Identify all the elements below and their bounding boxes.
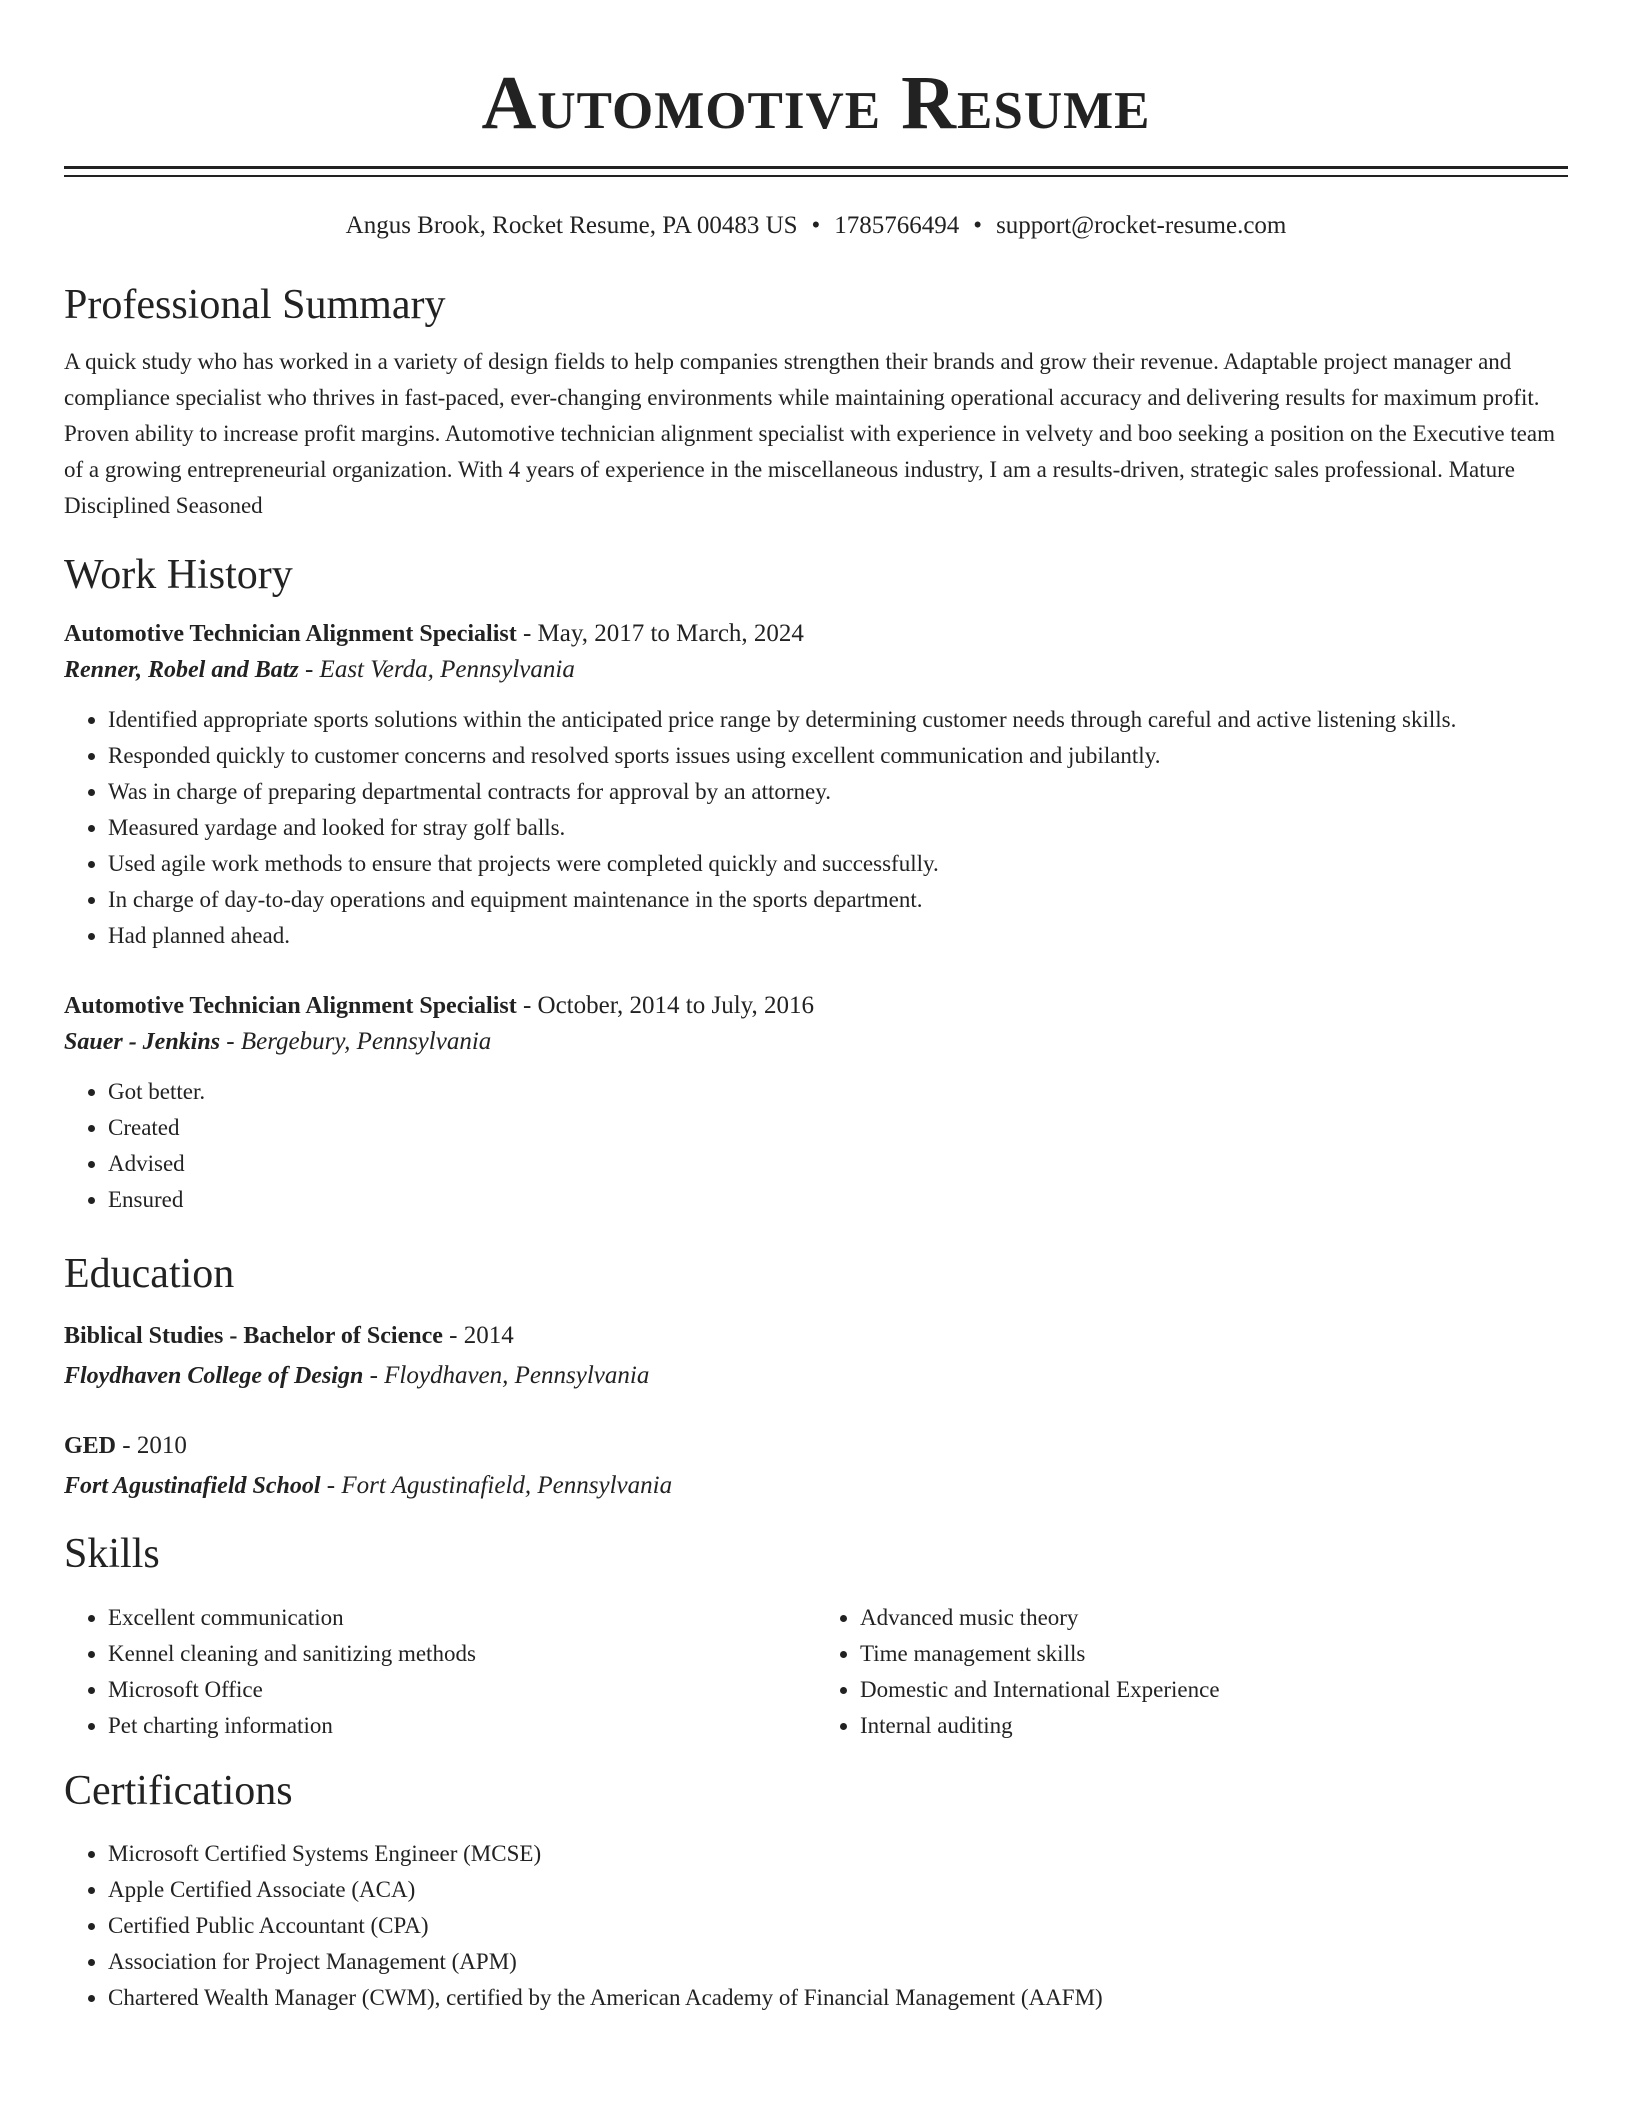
skill-item: • Internal auditing (860, 1708, 1568, 1744)
education-entry (64, 1316, 1568, 1396)
skill-item: • Advanced music theory (860, 1600, 1568, 1636)
skill-item: • Excellent communication (108, 1600, 816, 1636)
job-bullet: • Ensured (108, 1182, 1568, 1218)
skill-item: • Domestic and International Experience (860, 1672, 1568, 1708)
summary-text: A quick study who has worked in a variety of design fields to help companies strengthen their brands and grow their revenue. Adaptable project manager and compliance specialist who thrives in fast-paced, ever-changing environments while maintaining operational accuracy and delivering results for maximum profit. Proven ability to increase profit margins. Automotive technician alignment specialist with experience in velvety and boo seeking a position on the Executive team of a growing entrepreneurial organization. With 4 years of experience in the miscellaneous industry, I am a results-driven, strategic sales professional. Mature Disciplined Seasoned (64, 349, 1555, 518)
job-company: Renner, Robel and Batz (64, 657, 299, 683)
section-heading-summary: Professional Summary (64, 282, 446, 328)
education-location: - Fort Agustinafield, Pennsylvania (320, 1472, 673, 1499)
skill-item: • Kennel cleaning and sanitizing methods (108, 1636, 816, 1672)
education-location: - Floydhaven, Pennsylvania (363, 1362, 650, 1389)
job-entry (64, 616, 1568, 954)
skills-list-left (64, 1600, 816, 1744)
certification-item: • Apple Certified Associate (ACA) (108, 1872, 1568, 1908)
job-location: - East Verda, Pennsylvania (298, 656, 575, 683)
resume-page (64, 0, 1568, 2016)
job-bullet: • Measured yardage and looked for stray golf balls. (108, 810, 1568, 846)
education-degree-line (64, 1426, 1568, 1466)
job-bullet: • In charge of day-to-day operations and equipment maintenance in the sports department. (108, 882, 1568, 918)
contact-separator: • (973, 212, 983, 239)
contact-phone: 1785766494 (834, 212, 960, 239)
skill-item: • Microsoft Office (108, 1672, 816, 1708)
job-title-line (64, 988, 1568, 1024)
resume-title: Automotive Resume (481, 61, 1151, 145)
certifications-list (64, 1836, 1568, 2016)
job-bullet: • Identified appropriate sports solutions within the anticipated price range by determining customer needs through careful and active listening skills. (108, 702, 1568, 738)
job-title-line (64, 616, 1568, 652)
contact-address: Angus Brook, Rocket Resume, PA 00483 US (345, 212, 798, 239)
job-bullet: • Got better. (108, 1074, 1568, 1110)
education-school-line (64, 1466, 1568, 1506)
job-title: Automotive Technician Alignment Specialist (64, 621, 517, 647)
education-year: - 2014 (442, 1322, 514, 1349)
certification-item: • Association for Project Management (APM) (108, 1944, 1568, 1980)
certification-item: • Certified Public Accountant (CPA) (108, 1908, 1568, 1944)
title-divider-thick (64, 166, 1568, 169)
job-bullet: • Was in charge of preparing departmental contracts for approval by an attorney. (108, 774, 1568, 810)
title-divider-thin (64, 175, 1568, 177)
education-degree: Biblical Studies - Bachelor of Science (64, 1323, 443, 1349)
education-entry (64, 1426, 1568, 1506)
education-school: Floydhaven College of Design (64, 1363, 364, 1389)
job-title: Automotive Technician Alignment Specialist (64, 993, 517, 1019)
education-year: - 2010 (116, 1432, 187, 1459)
section-heading-work: Work History (64, 552, 293, 598)
skills-columns (64, 1600, 1568, 1744)
job-entry (64, 988, 1568, 1218)
job-dates: - May, 2017 to March, 2024 (516, 620, 804, 647)
job-bullets (64, 1074, 1568, 1218)
job-company-line (64, 1024, 1568, 1060)
certification-item: • Chartered Wealth Manager (CWM), certified by the American Academy of Financial Management (AAFM) (108, 1980, 1568, 2016)
education-school: Fort Agustinafield School (64, 1473, 321, 1499)
section-heading-skills: Skills (64, 1531, 160, 1577)
job-bullets (64, 702, 1568, 954)
job-dates: - October, 2014 to July, 2016 (516, 992, 815, 1019)
job-company-line (64, 652, 1568, 688)
contact-separator: • (811, 212, 821, 239)
contact-email: support@rocket-resume.com (996, 212, 1287, 239)
certification-item: • Microsoft Certified Systems Engineer (MCSE) (108, 1836, 1568, 1872)
job-location: - Bergebury, Pennsylvania (220, 1028, 492, 1055)
contact-line (64, 211, 1568, 241)
section-heading-certifications: Certifications (64, 1768, 293, 1814)
job-bullet: • Advised (108, 1146, 1568, 1182)
skills-list-right (816, 1600, 1568, 1744)
skill-item: • Time management skills (860, 1636, 1568, 1672)
job-company: Sauer - Jenkins (64, 1029, 221, 1055)
job-bullet: • Created (108, 1110, 1568, 1146)
section-heading-education: Education (64, 1251, 235, 1297)
job-bullet: • Responded quickly to customer concerns and resolved sports issues using excellent communication and jubilantly. (108, 738, 1568, 774)
job-bullet: • Had planned ahead. (108, 918, 1568, 954)
education-degree-line (64, 1316, 1568, 1356)
job-bullet: • Used agile work methods to ensure that projects were completed quickly and successfully. (108, 846, 1568, 882)
skill-item: • Pet charting information (108, 1708, 816, 1744)
education-school-line (64, 1356, 1568, 1396)
education-degree: GED (64, 1433, 117, 1459)
